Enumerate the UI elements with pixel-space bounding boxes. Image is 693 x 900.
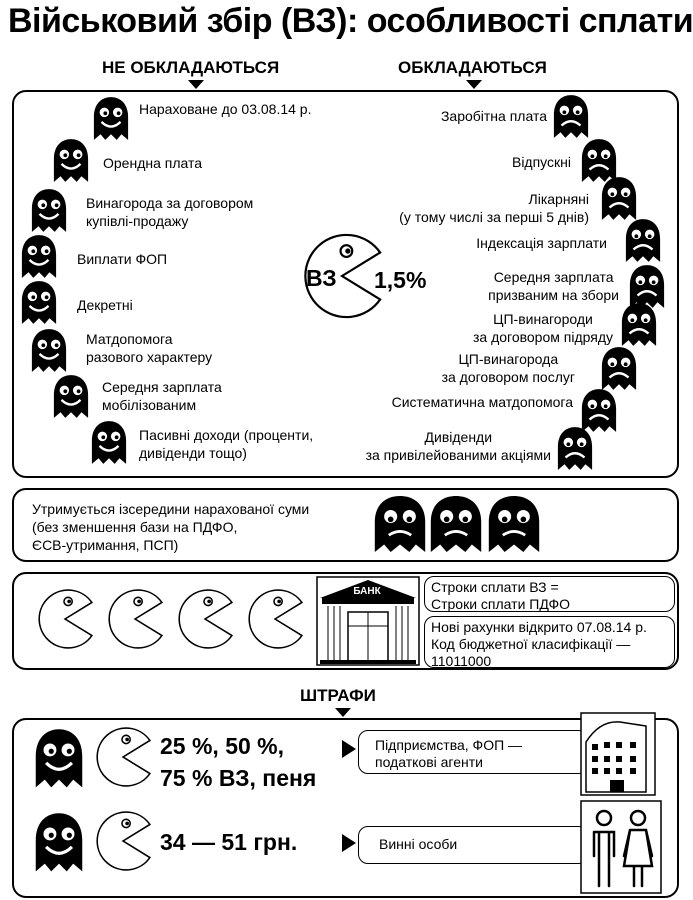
- ghost-worried-icon: [372, 493, 428, 555]
- office-building-icon: [580, 712, 656, 796]
- ghost-happy-icon: [32, 728, 86, 790]
- arrow-right-icon: [342, 834, 356, 852]
- accounts-box: Нові рахунки відкрито 07.08.14 р. Код бюджетної класифікації — 11011000: [424, 616, 675, 668]
- ghost-happy-icon: [52, 374, 90, 420]
- fine-who-box: Підприємства, ФОП — податкові агенти: [358, 730, 588, 774]
- not-taxed-item: Матдопомога разового характеру: [86, 331, 213, 365]
- pacman-icon: [92, 810, 154, 872]
- header-not-taxed: НЕ ОБКЛАДАЮТЬСЯ: [102, 58, 280, 77]
- pacman-icon: [104, 588, 166, 650]
- ghost-happy-icon: [32, 812, 86, 874]
- fine-amount: 34 — 51 грн.: [160, 829, 298, 855]
- people-icon: [580, 800, 662, 894]
- taxed-item: ЦП-винагорода за договором послуг: [441, 351, 575, 385]
- ghost-sad-icon: [556, 426, 594, 472]
- taxed-item: Дивіденди за привілейованими акціями: [365, 429, 551, 463]
- taxed-item: Заробітна плата: [440, 108, 547, 124]
- pacman-icon: [244, 588, 306, 650]
- header-not-taxed-arrow: [188, 80, 204, 89]
- ghost-sad-icon: [600, 346, 638, 392]
- ghost-happy-icon: [30, 328, 68, 374]
- taxed-item: Відпускні: [511, 154, 571, 170]
- not-taxed-item: Середня зарплата мобілізованим: [102, 379, 222, 413]
- deadline-box: Строки сплати ВЗ = Строки сплати ПДФО: [424, 576, 675, 612]
- ghost-sad-icon: [552, 94, 590, 140]
- ghost-worried-icon: [428, 493, 484, 555]
- ghost-happy-icon: [30, 188, 68, 234]
- withholding-text: Утримується ізсередини нарахованої суми (без зменшення бази на ПДФО, ЄСВ-утримання, ПСП): [32, 501, 310, 553]
- taxed-item: Лікарняні (у тому числі за перші 5 днів): [399, 191, 589, 225]
- header-taxed: ОБКЛАДАЮТЬСЯ: [398, 58, 547, 77]
- ghost-sad-icon: [600, 176, 638, 222]
- pacman-icon: [34, 588, 96, 650]
- not-taxed-item: Орендна плата: [103, 155, 203, 171]
- ghost-sad-icon: [620, 302, 658, 348]
- ghost-happy-icon: [92, 96, 130, 142]
- taxed-item: Систематична матдопомога: [391, 394, 573, 410]
- ghost-happy-icon: [90, 420, 128, 466]
- not-taxed-item: Виплати ФОП: [77, 251, 168, 267]
- not-taxed-item: Винагорода за договором купівлі-продажу: [86, 195, 254, 229]
- header-fines: ШТРАФИ: [300, 686, 376, 705]
- not-taxed-item: Пасивні доходи (проценти, дивіденди тощо): [139, 427, 314, 461]
- center-label: ВЗ: [306, 265, 337, 291]
- arrow-right-icon: [342, 740, 356, 758]
- header-fines-arrow: [335, 708, 351, 717]
- not-taxed-item: Нараховане до 03.08.14 р.: [139, 101, 312, 117]
- pacman-icon: [92, 726, 154, 788]
- ghost-worried-icon: [486, 493, 542, 555]
- ghost-sad-icon: [624, 218, 662, 264]
- ghost-happy-icon: [20, 234, 58, 280]
- ghost-happy-icon: [52, 138, 90, 184]
- taxed-item: Середня зарплата призваним на збори: [488, 269, 619, 303]
- ghost-happy-icon: [20, 280, 58, 326]
- header-taxed-arrow: [466, 80, 482, 89]
- taxed-item: ЦП-винагороди за договором підряду: [472, 311, 613, 345]
- fine-who-box: Винні особи: [358, 826, 588, 864]
- bank-sign: БАНК: [353, 586, 381, 597]
- page-title: Військовий збір (ВЗ): особливості сплати: [8, 2, 693, 40]
- fine-amount: 25 %, 50 %, 75 % ВЗ, пеня: [160, 733, 317, 791]
- center-rate: 1,5%: [374, 267, 427, 293]
- taxed-item: Індексація зарплати: [476, 235, 607, 251]
- pacman-icon: [174, 588, 236, 650]
- not-taxed-item: Декретні: [77, 297, 133, 313]
